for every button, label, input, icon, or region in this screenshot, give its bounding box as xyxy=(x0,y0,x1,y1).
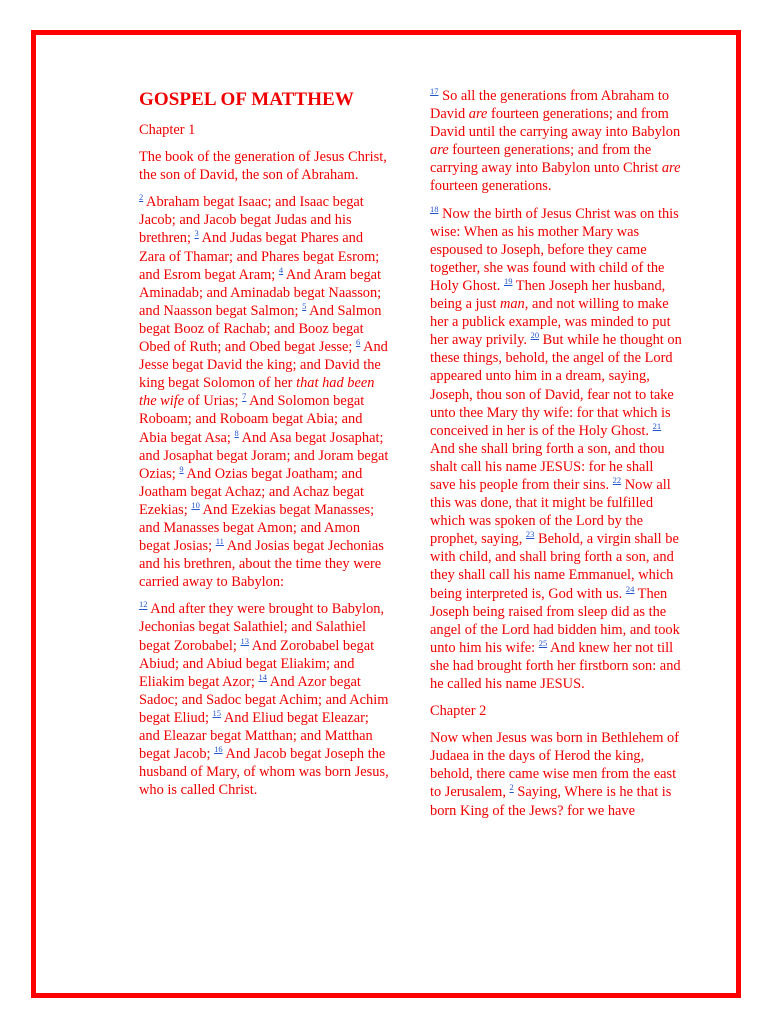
verse-number-link[interactable]: 20 xyxy=(530,330,540,341)
verse-number-link[interactable]: 18 xyxy=(430,203,439,214)
verse-paragraph: Now when Jesus was born in Bethlehem of Judaea in the days of Herod the king, behold, there came wise men from the east to Jerusalem, $^2$ Saying, Where is he that is born King of the Jews? for we have xyxy=(430,730,679,819)
verse-number-link[interactable]: 2 xyxy=(139,192,144,203)
right-column-paragraphs xyxy=(430,87,682,693)
verse-number-link[interactable]: 14 xyxy=(258,671,267,682)
verse-number-link[interactable]: 10 xyxy=(191,500,200,511)
verse-number-link[interactable]: 24 xyxy=(625,583,635,594)
verse-number-link[interactable]: 15 xyxy=(212,708,222,719)
verse-number-link[interactable]: 4 xyxy=(278,264,284,275)
verse-number-link[interactable]: 11 xyxy=(215,536,224,547)
verse-paragraph: $^{12}$ And after they were brought to Babylon, Jechonias begat Salathiel; and Salathiel begat Zorobabel; $^{13}$ And Zorobabel begat Abiud; and Abiud begat Eliakim; and Eliakim begat Azor; $^{14}$ And Azor begat Sadoc; and Sadoc begat Achim; and Achim begat Eliud; $^{15}$ And Eliud begat Eleazar; and Eleazar begat Matthan; and Matthan begat Jacob; $^{16}$ And Jacob begat Joseph the husband of Mary, of whom was born Jesus, who is called Christ. xyxy=(139,599,389,799)
verse-paragraph: $^{18}$ Now the birth of Jesus Christ was on this wise: When as his mother Mary was espoused to Joseph, before they came together, she was found with child of the Holy Ghost. $^{19}$ Then Joseph her husband, being a just man, and not willing to make her a publick example, was minded to put her away privily. $^{20}$ But while he thought on these things, behold, the angel of the Lord appeared unto him in a dream, saying, Joseph, thou son of David, fear not to take unto thee Mary thy wife: for that which is conceived in her is of the Holy Ghost. $^{21}$ And she shall bring forth a son, and thou shalt call his name JESUS: for he shall save his people from their sins. $^{22}$ Now all this was done, that it might be fulfilled which was spoken of the Lord by the prophet, saying, $^{23}$ Behold, a virgin shall be with child, and shall bring forth a son, and they shall call his name Emmanuel, which being interpreted is, God with us. $^{24}$ Then Joseph being raised from sleep did as the angel of the Lord had bidden him, and took unto him his wife: $^{25}$ And knew her not till she had brought forth her firstborn son: and he called his name JESUS. xyxy=(430,203,682,692)
verse-paragraph: $^{17}$ So all the generations from Abraham to David are fourteen generations; and from David until the carrying away into Babylon are fourteen generations; and from the carrying away into Babylon unto Christ are fourteen generations. xyxy=(430,86,681,195)
italic-text: are xyxy=(430,142,449,159)
chapter-2-paragraphs xyxy=(430,729,682,819)
page-title: GOSPEL OF MATTHEW xyxy=(139,89,354,110)
italic-text: man xyxy=(499,296,525,313)
left-column xyxy=(139,88,391,808)
chapter-2-heading: Chapter 2 xyxy=(430,703,487,720)
verse-number-link[interactable]: 23 xyxy=(525,529,535,540)
verse-number-link[interactable]: 16 xyxy=(214,744,223,755)
verse-number-link[interactable]: 21 xyxy=(652,420,662,431)
verse-number-link[interactable]: 17 xyxy=(430,86,439,97)
verse-number-link[interactable]: 3 xyxy=(194,228,199,239)
verse-number-link[interactable]: 7 xyxy=(242,391,247,402)
chapter-1-heading: Chapter 1 xyxy=(139,122,196,138)
verse-paragraph: $^2$ Abraham begat Isaac; and Isaac begat Jacob; and Jacob begat Judas and his brethren; $^3$ And Judas begat Phares and Zara of Thamar; and Phares begat Esrom; and Esrom begat Aram; $^4$ And Aram begat Aminadab; and Aminadab begat Naasson; and Naasson begat Salmon; $^5$ And Salmon begat Booz of Rachab; and Booz begat Obed of Ruth; and Obed begat Jesse; $^6$ And Jesse begat David the king; and David the king begat Solomon of her that had been the wife of Urias; $^7$ And Solomon begat Roboam; and Roboam begat Abia; and Abia begat Asa; $^8$ And Asa begat Josaphat; and Josaphat begat Joram; and Joram begat Ozias; $^9$ And Ozias begat Joatham; and Joatham begat Achaz; and Achaz begat Ezekias; $^{10}$ And Ezekias begat Manasses; and Manasses begat Amon; and Amon begat Josias; $^{11}$ And Josias begat Jechonias and his brethren, about the time they were carried away to Babylon: xyxy=(139,192,389,591)
verse-number-link[interactable]: 8 xyxy=(234,427,239,438)
verse-number-link[interactable]: 9 xyxy=(179,463,184,474)
italic-text: are xyxy=(468,106,488,123)
verse-number-link[interactable]: 6 xyxy=(356,337,361,348)
verse-number-link[interactable]: 13 xyxy=(240,635,249,646)
right-column xyxy=(430,87,682,829)
italic-text: that had been the wife xyxy=(139,375,375,410)
italic-text: are xyxy=(661,160,681,177)
verse-number-link[interactable]: 19 xyxy=(503,276,513,287)
verse-number-link[interactable]: 22 xyxy=(612,475,622,486)
left-column-paragraphs xyxy=(139,193,391,799)
intro-paragraph: The book of the generation of Jesus Christ, the son of David, the son of Abraham. xyxy=(139,149,387,184)
verse-number-link[interactable]: 25 xyxy=(538,638,548,649)
verse-number-link[interactable]: 5 xyxy=(302,301,307,312)
verse-number-link[interactable]: 12 xyxy=(139,599,148,610)
verse-number-link[interactable]: 2 xyxy=(509,782,514,793)
